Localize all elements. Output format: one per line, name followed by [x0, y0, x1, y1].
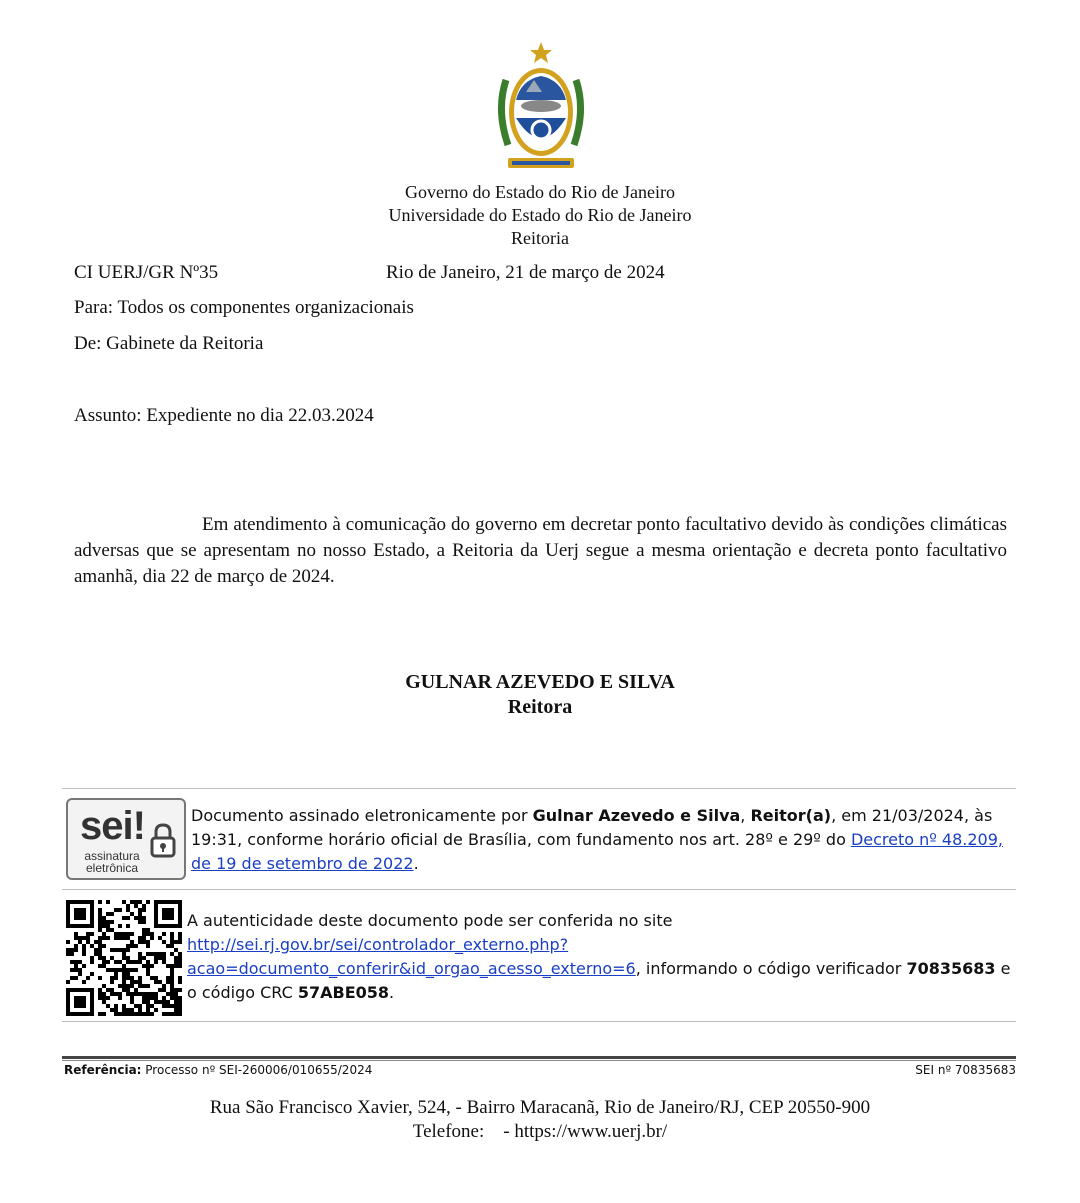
place-date: Rio de Janeiro, 21 de março de 2024	[386, 262, 665, 283]
divider	[62, 788, 1016, 789]
sender-line: De: Gabinete da Reitoria	[74, 333, 264, 354]
signer-role: Reitor(a)	[750, 806, 832, 825]
divider	[62, 1021, 1016, 1022]
signed-end: .	[413, 854, 419, 873]
header-government: Governo do Estado do Rio de Janeiro	[405, 182, 675, 202]
signer-name: Gulnar Azevedo e Silva	[532, 806, 741, 825]
decree-link[interactable]: Decreto nº 48.209, de 19 de setembro de 2022	[191, 830, 1003, 873]
header-rectory: Reitoria	[511, 228, 569, 248]
subject-line: Assunto: Expediente no dia 22.03.2024	[74, 405, 374, 426]
sei-document-number: SEI nº 70835683	[915, 1063, 1016, 1077]
verification-link-part2[interactable]: acao=documento_conferir&id_orgao_acesso_externo=6	[187, 959, 636, 978]
auth-end: .	[389, 983, 395, 1002]
auth-prefix: A autenticidade deste documento pode ser conferida no site	[187, 911, 673, 930]
footer-rule-thin	[62, 1060, 1016, 1061]
address-line: Rua São Francisco Xavier, 524, - Bairro Maracanã, Rio de Janeiro/RJ, CEP 20550-900	[209, 1097, 871, 1118]
sei-logo-sub1: assinatura	[84, 849, 140, 863]
signatory-role: Reitora	[507, 696, 573, 718]
divider	[62, 889, 1016, 890]
reference-label: Referência:	[64, 1063, 142, 1077]
qr-code	[66, 900, 182, 1016]
body-paragraph-text: Em atendimento à comunicação do governo em decretar ponto facultativo devido às condições climáticas adversas que se apresentam no nosso Estado, a Reitoria da Uerj segue a mesma orientação e decreta ponto facultativo amanhã, dia 22 de março de 2024.	[74, 514, 1007, 587]
authenticity-statement	[187, 909, 1015, 1005]
reference-value: Processo nº SEI-260006/010655/2024	[141, 1063, 373, 1077]
coat-of-arms-emblem	[486, 40, 596, 176]
lock-icon	[148, 822, 178, 860]
signer-separator: ,	[740, 806, 751, 825]
sei-logo-sub2: eletrônica	[85, 861, 139, 875]
crc-code: 57ABE058	[297, 983, 390, 1002]
verification-link-part1[interactable]: http://sei.rj.gov.br/sei/controlador_externo.php?	[187, 935, 569, 954]
electronic-signature-statement	[191, 804, 1019, 876]
phone-website-line: Telefone: - https://www.uerj.br/	[412, 1121, 668, 1142]
signed-prefix: Documento assinado eletronicamente por	[191, 806, 533, 825]
auth-mid2: e o código CRC	[187, 959, 1011, 1002]
ci-number: CI UERJ/GR Nº35	[74, 262, 219, 283]
signed-rest: , em 21/03/2024, às 19:31, conforme horário oficial de Brasília, com fundamento nos art. 28º e 29º do	[191, 806, 993, 849]
recipient-line: Para: Todos os componentes organizacionais	[74, 297, 414, 318]
verifier-code: 70835683	[906, 959, 996, 978]
sei-signature-stamp	[66, 798, 186, 880]
body-paragraph	[74, 512, 1007, 590]
signatory-name: GULNAR AZEVEDO E SILVA	[405, 671, 675, 693]
sei-logo-subtitle	[68, 850, 156, 874]
footer-rule	[62, 1056, 1016, 1059]
process-reference	[64, 1063, 372, 1077]
auth-mid: , informando o código verificador	[635, 959, 907, 978]
sei-logo: sei!	[80, 804, 145, 848]
header-university: Universidade do Estado do Rio de Janeiro	[388, 205, 692, 225]
